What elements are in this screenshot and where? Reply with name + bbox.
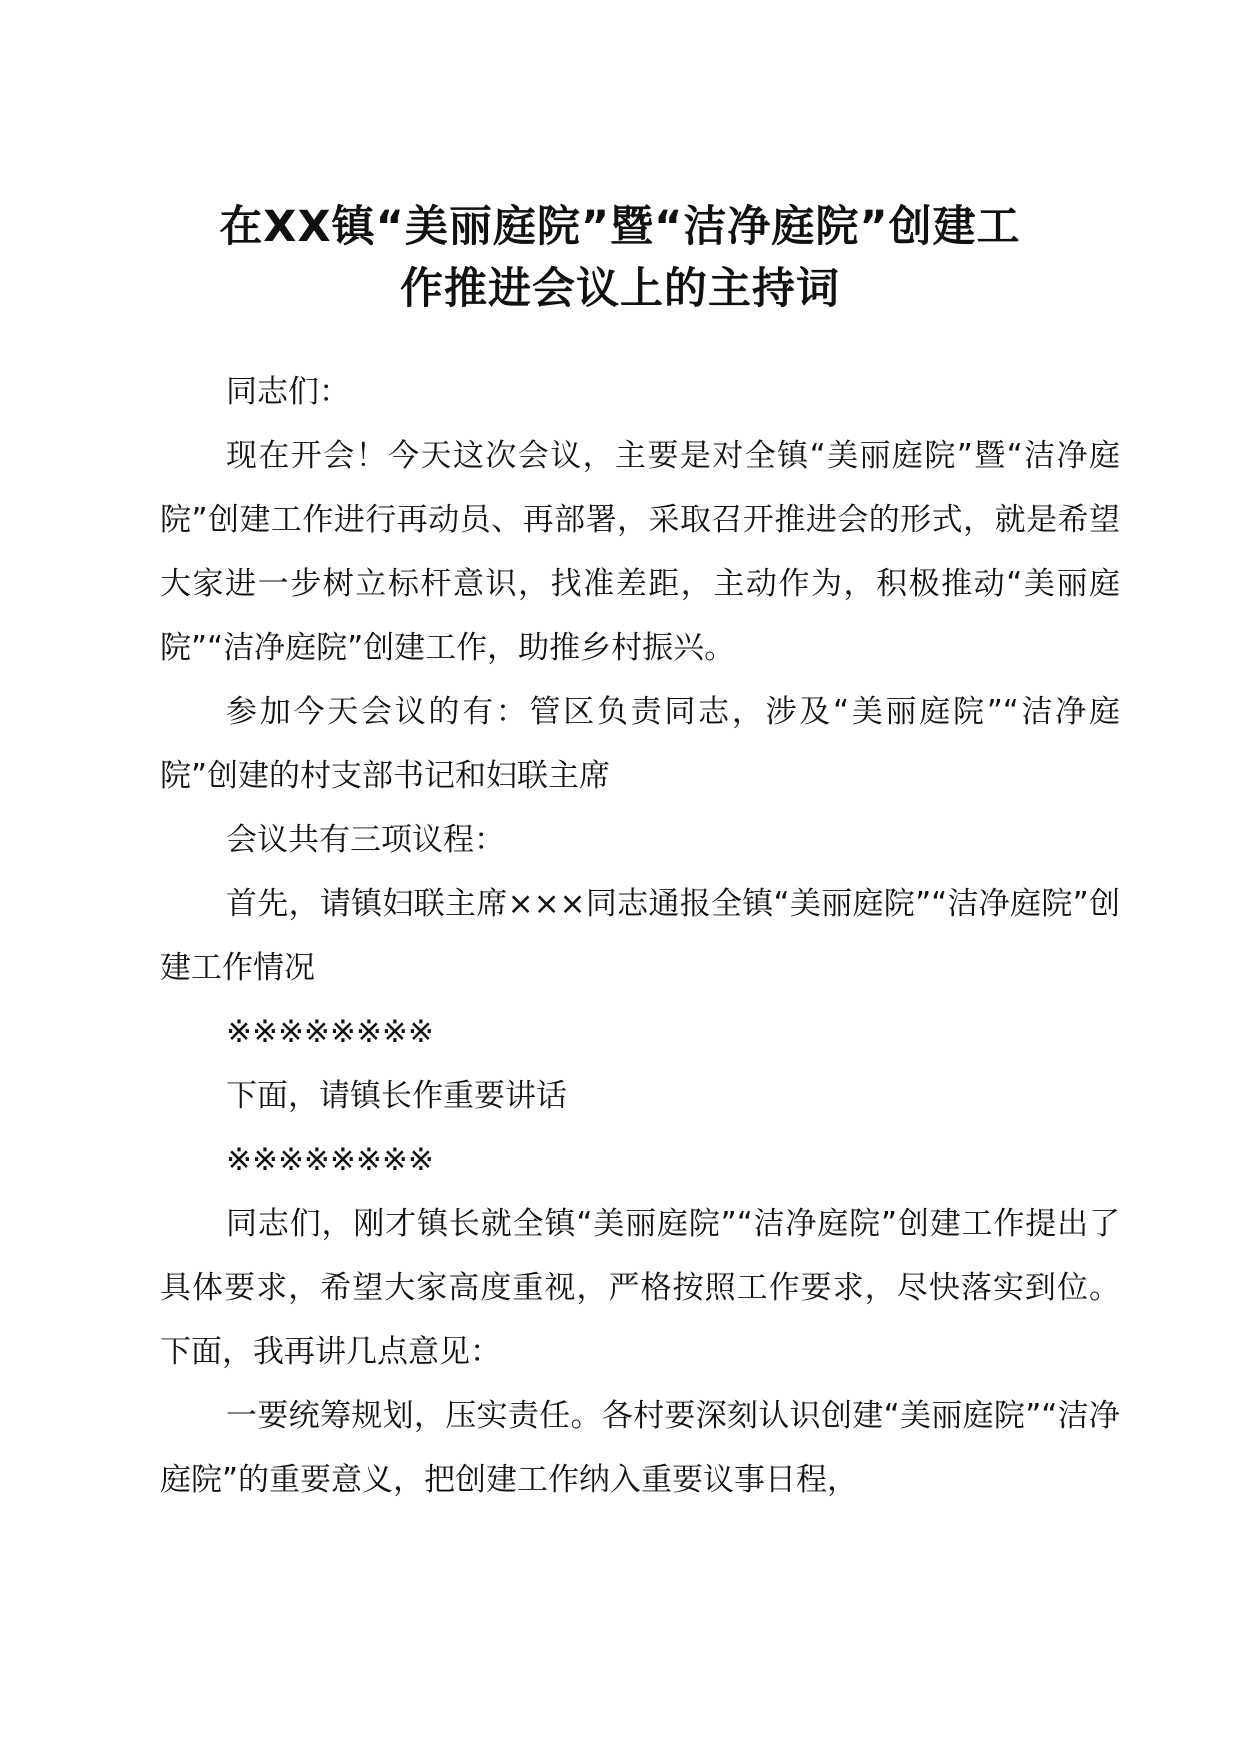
- agenda-intro-paragraph: 会议共有三项议程：: [226, 822, 505, 858]
- document-body: [160, 360, 1120, 1512]
- agenda-item-1-paragraph: 首先，请镇妇联主席×××同志通报全镇“美丽庭院”“洁净庭院”创建工作情况: [160, 886, 1120, 986]
- document-title: [150, 196, 1090, 320]
- agenda-item-2-paragraph: 下面，请镇长作重要讲话: [226, 1078, 567, 1114]
- summary-paragraph: 同志们，刚才镇长就全镇“美丽庭院”“洁净庭院”创建工作提出了具体要求，希望大家高度重视，严格按照工作要求，尽快落实到位。下面，我再讲几点意见：: [160, 1206, 1120, 1370]
- document-title-line-2: 作推进会议上的主持词: [400, 264, 840, 314]
- placeholder-marks-1: ※※※※※※※※: [226, 1014, 434, 1050]
- point-1-paragraph: 一要统筹规划，压实责任。各村要深刻认识创建“美丽庭院”“洁净庭院”的重要意义，把创建工作纳入重要议事日程，: [160, 1398, 1120, 1498]
- attendees-paragraph: 参加今天会议的有：管区负责同志，涉及“美丽庭院”“洁净庭院”创建的村支部书记和妇联主席: [160, 694, 1120, 794]
- opening-paragraph: 现在开会！今天这次会议，主要是对全镇“美丽庭院”暨“洁净庭院”创建工作进行再动员、再部署，采取召开推进会的形式，就是希望大家进一步树立标杆意识，找准差距，主动作为，积极推动“美丽庭院”“洁净庭院”创建工作，助推乡村振兴。: [160, 438, 1120, 666]
- placeholder-marks-2: ※※※※※※※※: [226, 1142, 434, 1178]
- salutation-paragraph: 同志们：: [226, 374, 350, 410]
- document-title-line-1: 在XX镇“美丽庭院”暨“洁净庭院”创建工: [219, 202, 1021, 252]
